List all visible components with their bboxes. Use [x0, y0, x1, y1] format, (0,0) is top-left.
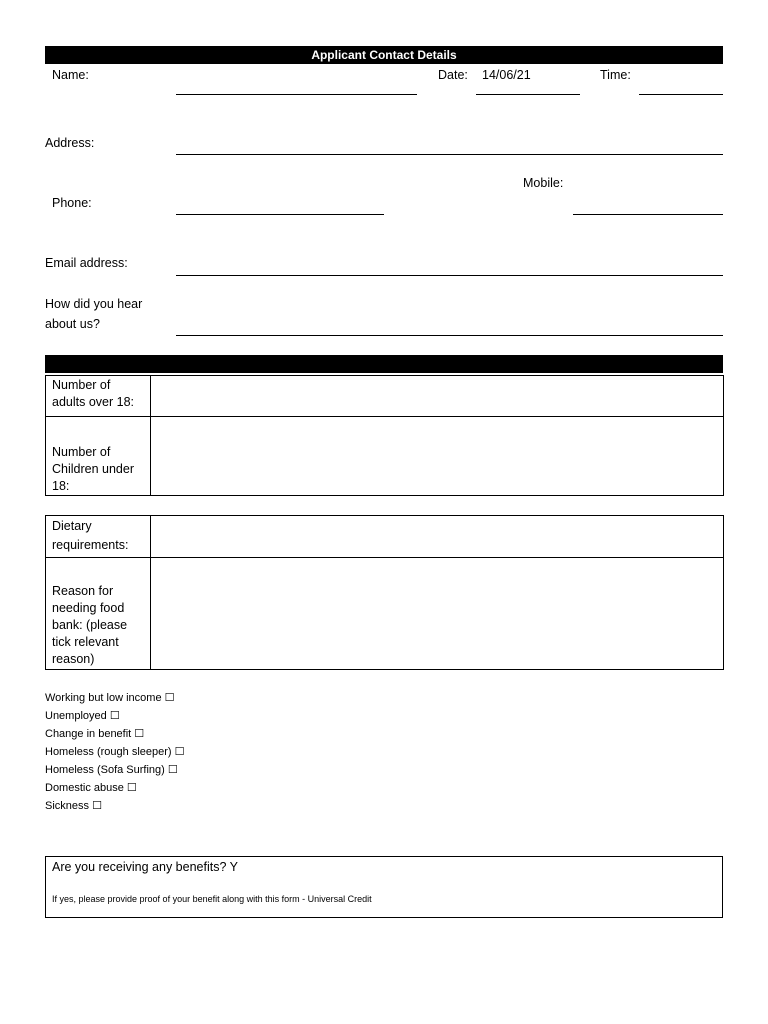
- adults-input[interactable]: [152, 377, 722, 415]
- needs-table-row-divider: [46, 557, 723, 558]
- hear-label-line1: How did you hear: [45, 297, 143, 311]
- phone-label: Phone:: [52, 196, 92, 210]
- reason-option-rough-sleeper[interactable]: Homeless (rough sleeper) ☐: [45, 746, 185, 758]
- reason-option-domestic-abuse[interactable]: Domestic abuse ☐: [45, 782, 137, 794]
- hear-field[interactable]: [176, 335, 723, 336]
- form-title-bar: [45, 46, 723, 64]
- date-value[interactable]: 14/06/21: [482, 68, 531, 82]
- reason-option-unemployed[interactable]: Unemployed ☐: [45, 710, 120, 722]
- section-divider-bar: [45, 355, 723, 373]
- household-table-row-divider: [46, 416, 723, 417]
- hear-label-line2: about us?: [45, 317, 100, 331]
- date-label: Date:: [438, 68, 468, 82]
- name-label: Name:: [52, 68, 89, 82]
- reason-option-change-in-benefit[interactable]: Change in benefit ☐: [45, 728, 145, 740]
- reason-option-sofa-surfing[interactable]: Homeless (Sofa Surfing) ☐: [45, 764, 178, 776]
- benefits-box: [45, 856, 723, 918]
- needs-table: [45, 515, 724, 670]
- reasons-checklist: [45, 689, 184, 815]
- children-input[interactable]: [152, 418, 722, 494]
- name-field[interactable]: [176, 94, 417, 95]
- children-label: Number of Children under 18:: [52, 445, 134, 493]
- household-table: [45, 375, 724, 496]
- reason-label: Reason for needing food bank: (please tick relevant reason): [52, 584, 128, 666]
- form-title: Applicant Contact Details: [311, 48, 457, 62]
- email-label: Email address:: [45, 256, 128, 270]
- household-table-col-divider: [150, 376, 151, 495]
- mobile-field[interactable]: [573, 214, 723, 215]
- email-field[interactable]: [176, 275, 723, 276]
- dietary-input[interactable]: [152, 517, 722, 556]
- benefits-question[interactable]: Are you receiving any benefits? Y: [52, 860, 238, 874]
- time-label: Time:: [600, 68, 631, 82]
- reason-option-sickness[interactable]: Sickness ☐: [45, 800, 102, 812]
- address-label: Address:: [45, 136, 95, 150]
- adults-label: Number of adults over 18:: [52, 378, 134, 409]
- reason-option-low-income[interactable]: Working but low income ☐: [45, 692, 175, 704]
- date-field[interactable]: [476, 94, 580, 95]
- mobile-label: Mobile:: [523, 176, 564, 190]
- reason-input[interactable]: [152, 559, 722, 668]
- needs-table-col-divider: [150, 516, 151, 669]
- benefits-note: If yes, please provide proof of your benefit along with this form - Universal Credit: [52, 894, 372, 904]
- phone-field[interactable]: [176, 214, 384, 215]
- dietary-label: Dietary requirements:: [52, 519, 129, 552]
- address-field[interactable]: [176, 154, 723, 155]
- time-field[interactable]: [639, 94, 723, 95]
